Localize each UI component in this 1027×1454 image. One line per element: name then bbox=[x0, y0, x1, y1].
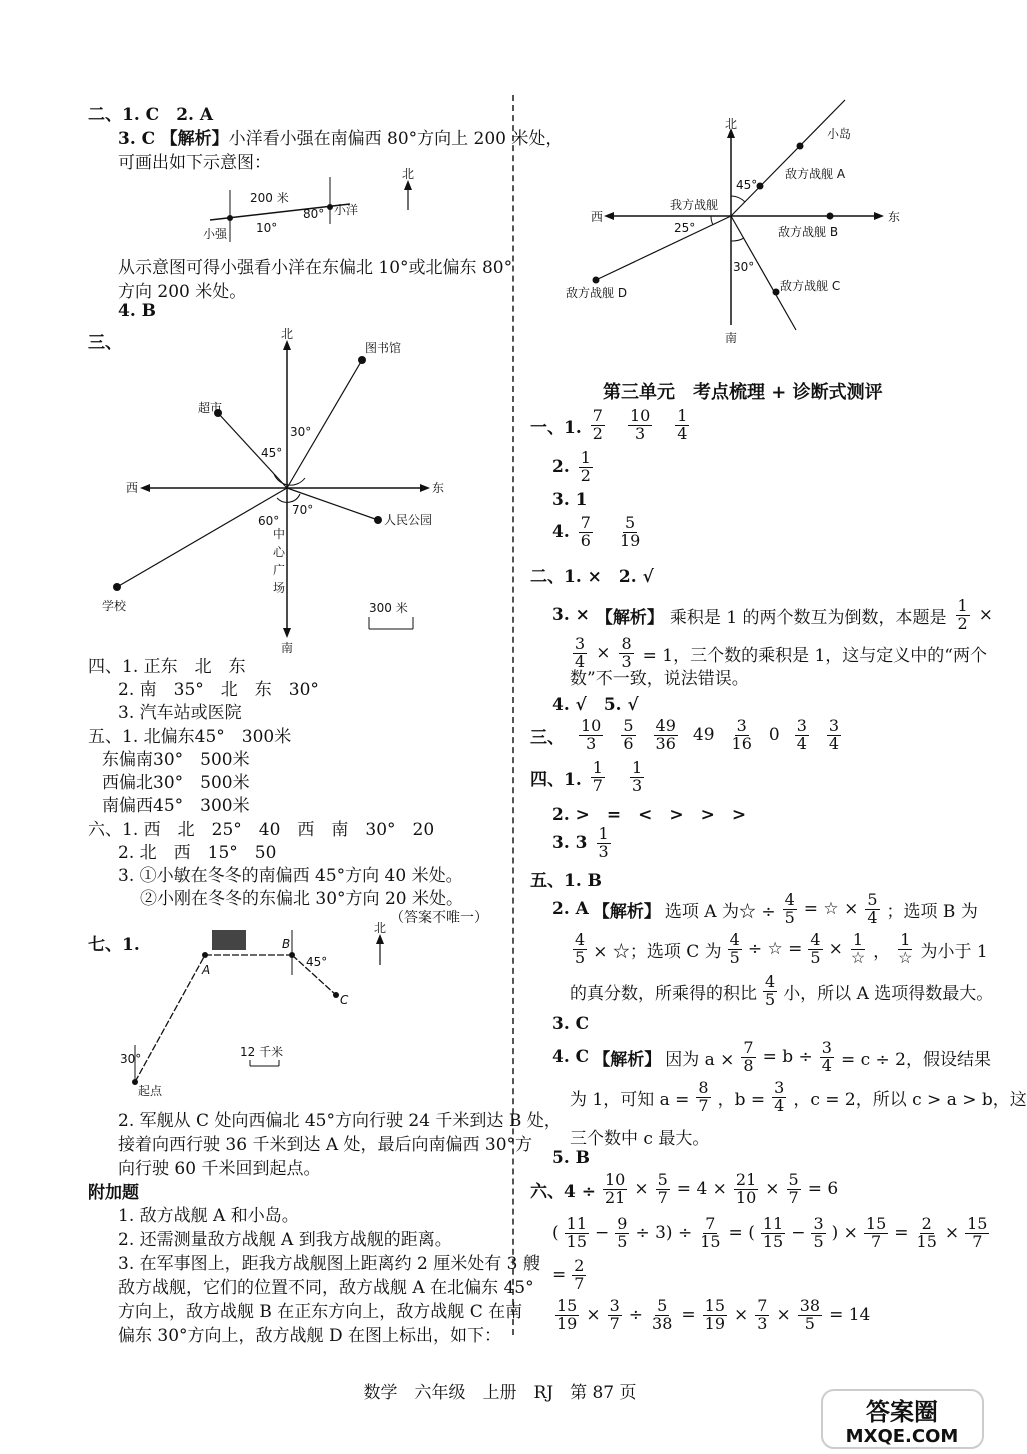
r3-label: 三、 bbox=[530, 727, 564, 748]
unit-title: 第三单元 考点梳理 + 诊断式测评 bbox=[603, 382, 883, 403]
r1-line4 bbox=[552, 515, 645, 550]
r5-q2-line2 bbox=[570, 932, 988, 967]
r5-q2-line3 bbox=[570, 974, 993, 1009]
r3-value: 0 bbox=[768, 725, 780, 746]
s5-line2: 东偏南30° 500米 bbox=[102, 750, 250, 770]
r2-q3-tag: 【解析】 bbox=[595, 607, 664, 628]
fraction: $\frac{21}{10}$ bbox=[735, 1170, 757, 1207]
s7-label: 七、1. bbox=[88, 935, 140, 955]
extra-title: 附加题 bbox=[88, 1183, 139, 1203]
s2-q3-tag: 【解析】 bbox=[160, 129, 229, 149]
r2-q3-text1: 乘积是 1 的两个数互为倒数，本题是 bbox=[669, 607, 947, 628]
fraction: $\frac{5}{7}$ bbox=[657, 1170, 668, 1207]
label-10deg: 10° bbox=[256, 221, 278, 235]
fraction: $\frac{4}{5}$ bbox=[575, 930, 586, 967]
r6-line1 bbox=[530, 1172, 838, 1207]
s6-line4: ②小刚在冬冬的东偏北 30°方向 20 米处。 bbox=[140, 889, 463, 909]
r5-q2-text: 为小于 1 bbox=[920, 941, 988, 962]
fraction: 10 3 bbox=[581, 716, 602, 753]
r5-q2-tag: 【解析】 bbox=[592, 901, 661, 922]
times-sign: × bbox=[978, 605, 993, 626]
r5-q4-head: 4. C bbox=[552, 1047, 590, 1068]
fraction: 3 4 bbox=[796, 716, 807, 753]
r5-q4-line1 bbox=[552, 1040, 991, 1075]
r5-q2-text: × ☆；选项 C 为 bbox=[593, 941, 722, 962]
s6-note: （答案不唯一） bbox=[390, 910, 488, 926]
operator: − bbox=[791, 1223, 806, 1244]
r5-q2-text: ÷ ☆ = bbox=[747, 939, 803, 960]
scale-label-3: 300 米 bbox=[369, 601, 408, 615]
west-label-4: 西 bbox=[591, 210, 604, 224]
r5-q2-text: 的真分数，所乘得的积比 bbox=[570, 983, 757, 1004]
r1-line2 bbox=[552, 450, 596, 485]
s7-q2-line2: 接着向西行驶 36 千米到达 A 处，最后向南偏西 30°方 bbox=[118, 1135, 533, 1155]
fraction: 1 3 bbox=[631, 758, 643, 795]
s7-q2-line1: 2. 军舰从 C 处向西偏北 45°方向行驶 24 千米到达 B 处， bbox=[118, 1111, 561, 1131]
extra-line4: 敌方战舰，它们的位置不同，敌方战舰 A 在北偏东 45° bbox=[118, 1278, 534, 1298]
center-char-1: 中 bbox=[273, 527, 286, 541]
start-label: 起点 bbox=[138, 1084, 163, 1098]
r5-q2-text: ， bbox=[873, 941, 891, 962]
r4-q3 bbox=[552, 826, 614, 861]
operator: × bbox=[586, 1305, 601, 1326]
r5-q4-text: 为 1，可知 a = bbox=[570, 1089, 690, 1110]
park-label: 人民公园 bbox=[384, 513, 433, 527]
r1-label: 一、1. bbox=[530, 417, 582, 438]
s2-q3-text2: 可画出如下示意图： bbox=[118, 153, 271, 173]
r5-q4-text: = c ÷ 2，假设结果 bbox=[840, 1049, 991, 1070]
operator: = ( bbox=[728, 1223, 755, 1244]
s5-line1: 五、1. 北偏东45° 300米 bbox=[88, 727, 292, 747]
r1-q4-label: 4. bbox=[552, 522, 570, 543]
fraction: 1 7 bbox=[592, 758, 603, 795]
fraction: 5 6 bbox=[623, 716, 634, 753]
r2-q3-line1 bbox=[552, 598, 993, 633]
extra-line1: 1. 敌方战舰 A 和小岛。 bbox=[118, 1206, 299, 1226]
operator: = 6 bbox=[807, 1179, 839, 1200]
s2-q3-head: 3. C bbox=[118, 129, 156, 149]
ship-a-label: 敌方战舰 A bbox=[785, 167, 846, 181]
east-label-3: 东 bbox=[432, 481, 445, 495]
watermark-logo bbox=[820, 1388, 985, 1450]
watermark-bottom: MXQE.COM bbox=[845, 1426, 959, 1447]
extra-line6: 偏东 30°方向上，敌方战舰 D 在图上标出，如下： bbox=[118, 1326, 501, 1346]
r6-line2 bbox=[552, 1216, 992, 1251]
r2-line1: 二、1. × 2. √ bbox=[530, 567, 654, 587]
r2-q3-head: 3. × bbox=[552, 605, 590, 626]
s6-line3: 3. ①小敏在冬冬的南偏西 45°方向 40 米处。 bbox=[118, 866, 463, 886]
island-label: 小岛 bbox=[827, 127, 852, 141]
extra-line5: 方向上，敌方战舰 B 在正东方向上，敌方战舰 C 在南 bbox=[118, 1302, 523, 1322]
r4-label: 四、1. bbox=[530, 769, 582, 790]
r5-q2-text: = ☆ × bbox=[803, 899, 859, 920]
fraction: 10 3 bbox=[629, 406, 651, 443]
fraction: $\frac{15}{7}$ bbox=[865, 1214, 887, 1251]
operator: = 14 bbox=[829, 1305, 871, 1326]
page-footer: 数学 六年级 上册 RJ 第 87 页 bbox=[363, 1383, 637, 1403]
fraction: 49 36 bbox=[655, 716, 676, 753]
s2-line1: 二、1. C 2. A bbox=[88, 105, 214, 125]
operator: ÷ bbox=[628, 1305, 644, 1326]
r5-q4-text: 因为 a × bbox=[665, 1049, 735, 1070]
operator: = 4 × bbox=[676, 1179, 727, 1200]
map-diagram-3 bbox=[102, 327, 444, 655]
operator: × bbox=[776, 1305, 791, 1326]
r5-q4-tag: 【解析】 bbox=[593, 1049, 662, 1070]
label-80deg: 80° bbox=[303, 207, 325, 221]
angle-25-label-4: 25° bbox=[674, 221, 696, 235]
r1-q3: 3. 1 bbox=[552, 490, 588, 510]
ship-c-label: 敌方战舰 C bbox=[780, 279, 841, 293]
east-label-4: 东 bbox=[888, 210, 901, 224]
fraction: 1 3 bbox=[598, 824, 609, 861]
fraction: 7 2 bbox=[592, 406, 603, 443]
operator: × bbox=[765, 1179, 780, 1200]
fraction: 4 5 bbox=[765, 972, 776, 1009]
operator: ) × bbox=[831, 1223, 858, 1244]
fraction: 5 19 bbox=[619, 513, 641, 550]
r4-q3-label: 3. 3 bbox=[552, 833, 588, 854]
angle-30-label-7: 30° bbox=[120, 1052, 142, 1066]
times-sign: × bbox=[596, 643, 611, 664]
r5-line1: 五、1. B bbox=[530, 871, 603, 891]
south-label-4: 南 bbox=[725, 331, 738, 345]
s3-label: 三、 bbox=[88, 333, 122, 353]
angle-30-label-4: 30° bbox=[733, 260, 755, 274]
r5-q5: 5. B bbox=[552, 1148, 591, 1168]
r5-q4-text: ，c = 2，所以 c > a > b，这 bbox=[793, 1089, 1027, 1110]
north-label-1: 北 bbox=[402, 167, 415, 181]
s6-line2: 2. 北 西 15° 50 bbox=[118, 843, 277, 863]
warship-diagram bbox=[566, 100, 900, 345]
s5-line3: 西偏北30° 500米 bbox=[102, 773, 250, 793]
operator: × bbox=[734, 1305, 749, 1326]
north-label-4: 北 bbox=[725, 117, 738, 131]
south-label-3: 南 bbox=[281, 641, 294, 655]
angle-45-label-7: 45° bbox=[306, 955, 328, 969]
fraction: 1 2 bbox=[580, 448, 591, 485]
route-diagram-7 bbox=[120, 921, 386, 1098]
angle-45-label: 45° bbox=[261, 446, 283, 460]
s6-line1: 六、1. 西 北 25° 40 西 南 30° 20 bbox=[88, 820, 435, 840]
operator: × bbox=[634, 1179, 649, 1200]
fraction: $\frac{2}{7}$ bbox=[574, 1256, 585, 1293]
angle-45-label-4: 45° bbox=[736, 178, 758, 192]
fraction: $\frac{3}{5}$ bbox=[813, 1214, 824, 1251]
fraction: $\frac{3}{4}$ bbox=[575, 634, 586, 671]
watermark-top: 答案圈 bbox=[866, 1398, 938, 1426]
fraction: $\frac{2}{15}$ bbox=[916, 1214, 937, 1251]
fraction: $\frac{7}{15}$ bbox=[700, 1214, 721, 1251]
fraction: $\frac{8}{7}$ bbox=[698, 1078, 709, 1115]
ship-b-label: 敌方战舰 B bbox=[778, 225, 839, 239]
r6-label: 六、4 ÷ bbox=[530, 1181, 596, 1202]
s2-q4: 4. B bbox=[118, 301, 157, 321]
s7-q2-line3: 向行驶 60 千米回到起点。 bbox=[118, 1159, 321, 1179]
fraction: $\frac{5}{38}$ bbox=[652, 1296, 673, 1333]
operator: ÷ 3) ÷ bbox=[635, 1223, 693, 1244]
fraction: $\frac{8}{3}$ bbox=[621, 634, 632, 671]
fraction: $\frac{3}{4}$ bbox=[821, 1038, 832, 1075]
fraction: 1 ☆ bbox=[850, 930, 866, 967]
r5-q2-text: × bbox=[828, 939, 843, 960]
point-c-label: C bbox=[340, 993, 349, 1007]
operator: = bbox=[894, 1223, 909, 1244]
r5-q2-text: ；选项 B 为 bbox=[886, 901, 978, 922]
fraction: $\frac{9}{5}$ bbox=[617, 1214, 628, 1251]
own-ship-label: 我方战舰 bbox=[670, 198, 719, 212]
r2-q3-text2: = 1，三个数的乘积是 1，这与定义中的“两个 bbox=[642, 645, 987, 666]
r5-q2-line1 bbox=[552, 892, 978, 927]
s4-line1: 四、1. 正东 北 东 bbox=[88, 657, 246, 677]
label-200m: 200 米 bbox=[250, 191, 289, 205]
label-xiaoyang: 小洋 bbox=[334, 203, 359, 217]
school-label: 学校 bbox=[102, 599, 127, 613]
fraction: 3 16 bbox=[731, 716, 752, 753]
angle-30-label: 30° bbox=[290, 425, 312, 439]
r5-q2-text: 选项 A 为☆ ÷ bbox=[664, 901, 776, 922]
north-label-7: 北 bbox=[374, 921, 387, 935]
operator: = bbox=[552, 1265, 567, 1286]
fraction: $\frac{38}{5}$ bbox=[799, 1296, 821, 1333]
fraction: $\frac{4}{5}$ bbox=[729, 930, 740, 967]
fraction: $\frac{15}{19}$ bbox=[557, 1296, 578, 1333]
fraction: $\frac{10}{21}$ bbox=[605, 1170, 626, 1207]
fraction: $\frac{15}{19}$ bbox=[704, 1296, 726, 1333]
r1-line1 bbox=[530, 408, 692, 443]
center-char-3: 广 bbox=[273, 563, 286, 577]
r4-line1 bbox=[530, 760, 647, 795]
fraction: 1 ☆ bbox=[898, 930, 913, 967]
label-xiaoqiang: 小强 bbox=[203, 227, 228, 241]
fraction: $\frac{5}{7}$ bbox=[788, 1170, 799, 1207]
angle-70-label: 70° bbox=[292, 503, 314, 517]
r3-value: 49 bbox=[692, 725, 715, 746]
s4-line3: 3. 汽车站或医院 bbox=[118, 703, 242, 723]
north-label-3: 北 bbox=[281, 327, 294, 341]
fraction: 11 15 bbox=[762, 1214, 784, 1251]
s2-q3-text: 小洋看小强在南偏西 80°方向上 200 米处， bbox=[228, 129, 563, 149]
fraction: $\frac{3}{4}$ bbox=[774, 1078, 785, 1115]
center-char-4: 场 bbox=[273, 581, 286, 595]
fraction: $\frac{1}{2}$ bbox=[957, 596, 968, 633]
fraction: $\frac{7}{8}$ bbox=[743, 1038, 754, 1075]
r4-q2: 2. > = < > > > bbox=[552, 805, 747, 825]
library-label: 图书馆 bbox=[365, 341, 402, 355]
r5-q4-text: = b ÷ bbox=[762, 1047, 813, 1068]
s2-conclusion-2: 方向 200 米处。 bbox=[118, 282, 247, 302]
r6-line4 bbox=[552, 1298, 870, 1333]
r5-q2-text: 小，所以 A 选项得数最大。 bbox=[783, 983, 994, 1004]
r5-q4-line2 bbox=[570, 1080, 1027, 1115]
r5-q3: 3. C bbox=[552, 1014, 590, 1034]
fraction: 7 6 bbox=[580, 513, 591, 550]
fraction: $\frac{3}{7}$ bbox=[609, 1296, 620, 1333]
fraction: $\frac{7}{3}$ bbox=[757, 1296, 768, 1333]
r5-q4-text3: 三个数中 c 最大。 bbox=[570, 1129, 710, 1149]
operator: − bbox=[595, 1223, 610, 1244]
fraction: $\frac{4}{5}$ bbox=[784, 890, 795, 927]
r2-q3-text3: 数”不一致，说法错误。 bbox=[570, 669, 749, 689]
west-label-3: 西 bbox=[126, 481, 139, 495]
r3-line bbox=[530, 718, 844, 753]
scale-label-7: 12 千米 bbox=[240, 1045, 284, 1059]
center-char-2: 心 bbox=[273, 545, 286, 559]
r1-q2-label: 2. bbox=[552, 457, 570, 478]
point-b-label: B bbox=[282, 937, 291, 951]
operator: = bbox=[681, 1305, 696, 1326]
market-label: 超市 bbox=[198, 401, 223, 415]
fraction: 11 15 bbox=[566, 1214, 587, 1251]
s5-line4: 南偏西45° 300米 bbox=[102, 796, 250, 816]
r5-q4-text: ，b = bbox=[717, 1089, 766, 1110]
r6-line3 bbox=[552, 1258, 589, 1293]
r2-q4: 4. √ 5. √ bbox=[552, 695, 639, 715]
s2-conclusion-1: 从示意图可得小强看小洋在东偏北 10°或北偏东 80° bbox=[118, 258, 513, 278]
extra-line2: 2. 还需测量敌方战舰 A 到我方战舰的距离。 bbox=[118, 1230, 452, 1250]
operator: ( bbox=[552, 1223, 559, 1244]
fraction: 3 4 bbox=[828, 716, 840, 753]
angle-60-label: 60° bbox=[258, 514, 280, 528]
fraction: 1 4 bbox=[677, 406, 688, 443]
r5-q2-head: 2. A bbox=[552, 899, 589, 920]
fraction: $\frac{15}{7}$ bbox=[967, 1214, 988, 1251]
operator: × bbox=[944, 1223, 960, 1244]
extra-line3: 3. 在军事图上，距我方战舰图上距离约 2 厘米处有 3 艘 bbox=[118, 1254, 540, 1274]
fraction: $\frac{5}{4}$ bbox=[867, 890, 878, 927]
ship-d-label: 敌方战舰 D bbox=[566, 286, 628, 300]
fraction: $\frac{4}{5}$ bbox=[810, 930, 821, 967]
s4-line2: 2. 南 35° 北 东 30° bbox=[118, 680, 319, 700]
point-a-label: A bbox=[202, 963, 211, 977]
direction-sketch-1 bbox=[203, 167, 414, 242]
